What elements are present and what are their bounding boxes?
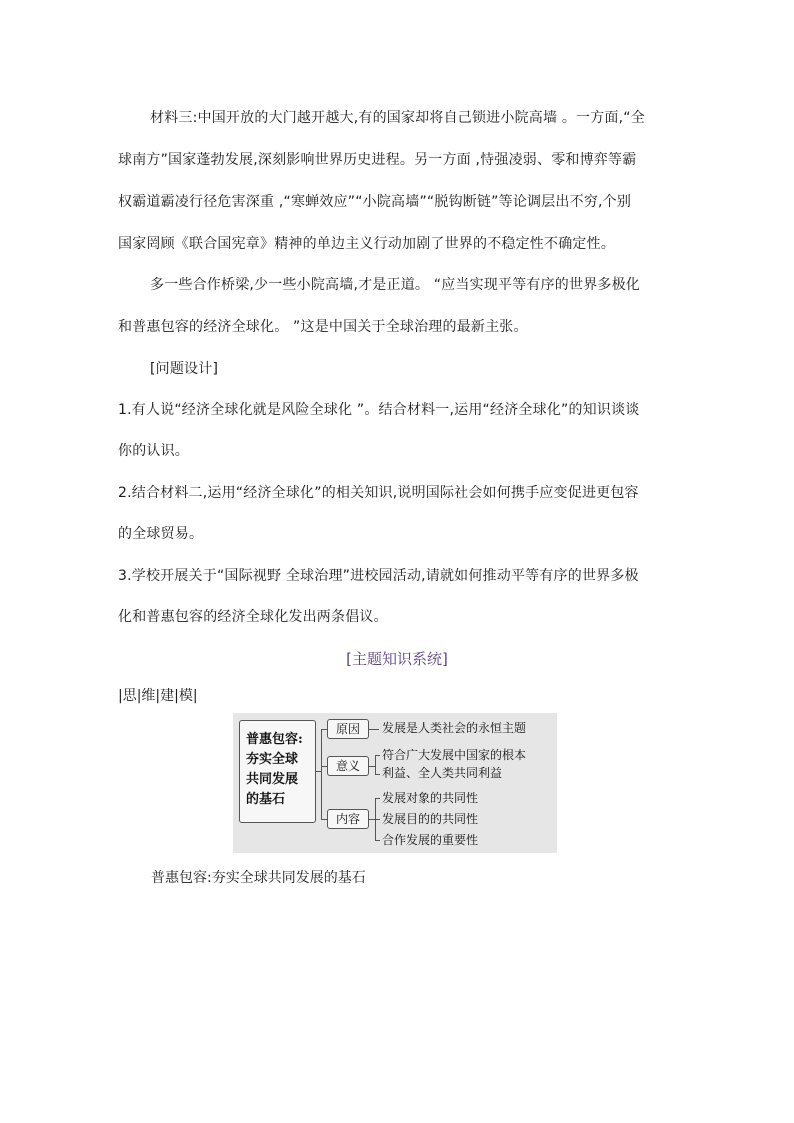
meaning-item: 利益、全人类共同利益 <box>382 766 503 780</box>
branch-meaning-node: 意义 <box>327 756 369 776</box>
connector <box>375 840 380 841</box>
connector <box>375 774 380 775</box>
content-item: 合作发展的重要性 <box>382 833 479 847</box>
root-line: 夯实全球 <box>246 752 299 767</box>
connector <box>321 729 322 820</box>
material-line: 材料三:中国开放的大门越开越大,有的国家却将自己锁进小院高墙 。一方面,“全 <box>150 110 645 126</box>
question-line: 2.结合材料二,运用“经济全球化”的相关知识,说明国际社会如何携手应变促进更包容 <box>118 485 639 501</box>
questions-title: [问题设计] <box>150 361 219 377</box>
branch-content-node: 内容 <box>327 809 369 829</box>
question-line: 1.有人说“经济全球化就是风险全球化 ”。结合材料一,运用“经济全球化”的知识谈谈 <box>118 402 640 418</box>
content-item: 发展目的的共同性 <box>382 812 479 826</box>
question-line: 化和普惠包容的经济全球化发出两条倡议。 <box>118 609 388 625</box>
material-line: 国家罔顾《联合国宪章》精神的单边主义行动加剧了世界的不稳定性不确定性。 <box>118 236 615 252</box>
meaning-item: 符合广大发展中国家的根本 <box>382 748 527 762</box>
connector <box>375 819 380 820</box>
connector <box>375 798 380 799</box>
diagram-root-node <box>239 720 316 823</box>
question-line: 的全球贸易。 <box>118 526 204 542</box>
connector <box>375 755 376 774</box>
material-line: 和普惠包容的经济全球化。 ”这是中国关于全球治理的最新主张。 <box>118 319 528 335</box>
branch-reason-node: 原因 <box>327 719 369 739</box>
reason-item: 发展是人类社会的永恒主题 <box>382 721 527 735</box>
material-line: 球南方”国家蓬勃发展,深刻影响世界历史进程。另一方面 ,恃强凌弱、零和博弈等霸 <box>118 152 637 168</box>
question-line: 你的认识。 <box>118 443 189 459</box>
connector <box>369 729 379 730</box>
connector <box>375 755 380 756</box>
section-heading: [主题知识系统] <box>346 650 448 668</box>
material-line: 多一些合作桥梁,少一些小院高墙,才是正道。 “应当实现平等有序的世界多极化 <box>150 277 641 293</box>
question-line: 3.学校开展关于“国际视野 全球治理”进校园活动,请就如何推动平等有序的世界多极 <box>118 568 639 584</box>
root-line: 普惠包容: <box>246 732 303 747</box>
concept-diagram <box>233 713 557 853</box>
root-line: 共同发展 <box>246 772 299 787</box>
material-line: 权霸道霸凌行径危害深重 ,“寒蝉效应”“小院高墙”“脱钩断链”等论调层出不穷,个别 <box>118 194 632 210</box>
content-item: 发展对象的共同性 <box>382 791 479 805</box>
section-tag: |思|维|建|模| <box>118 688 198 704</box>
root-line: 的基石 <box>246 792 286 807</box>
diagram-caption: 普惠包容:夯实全球共同发展的基石 <box>151 870 366 886</box>
